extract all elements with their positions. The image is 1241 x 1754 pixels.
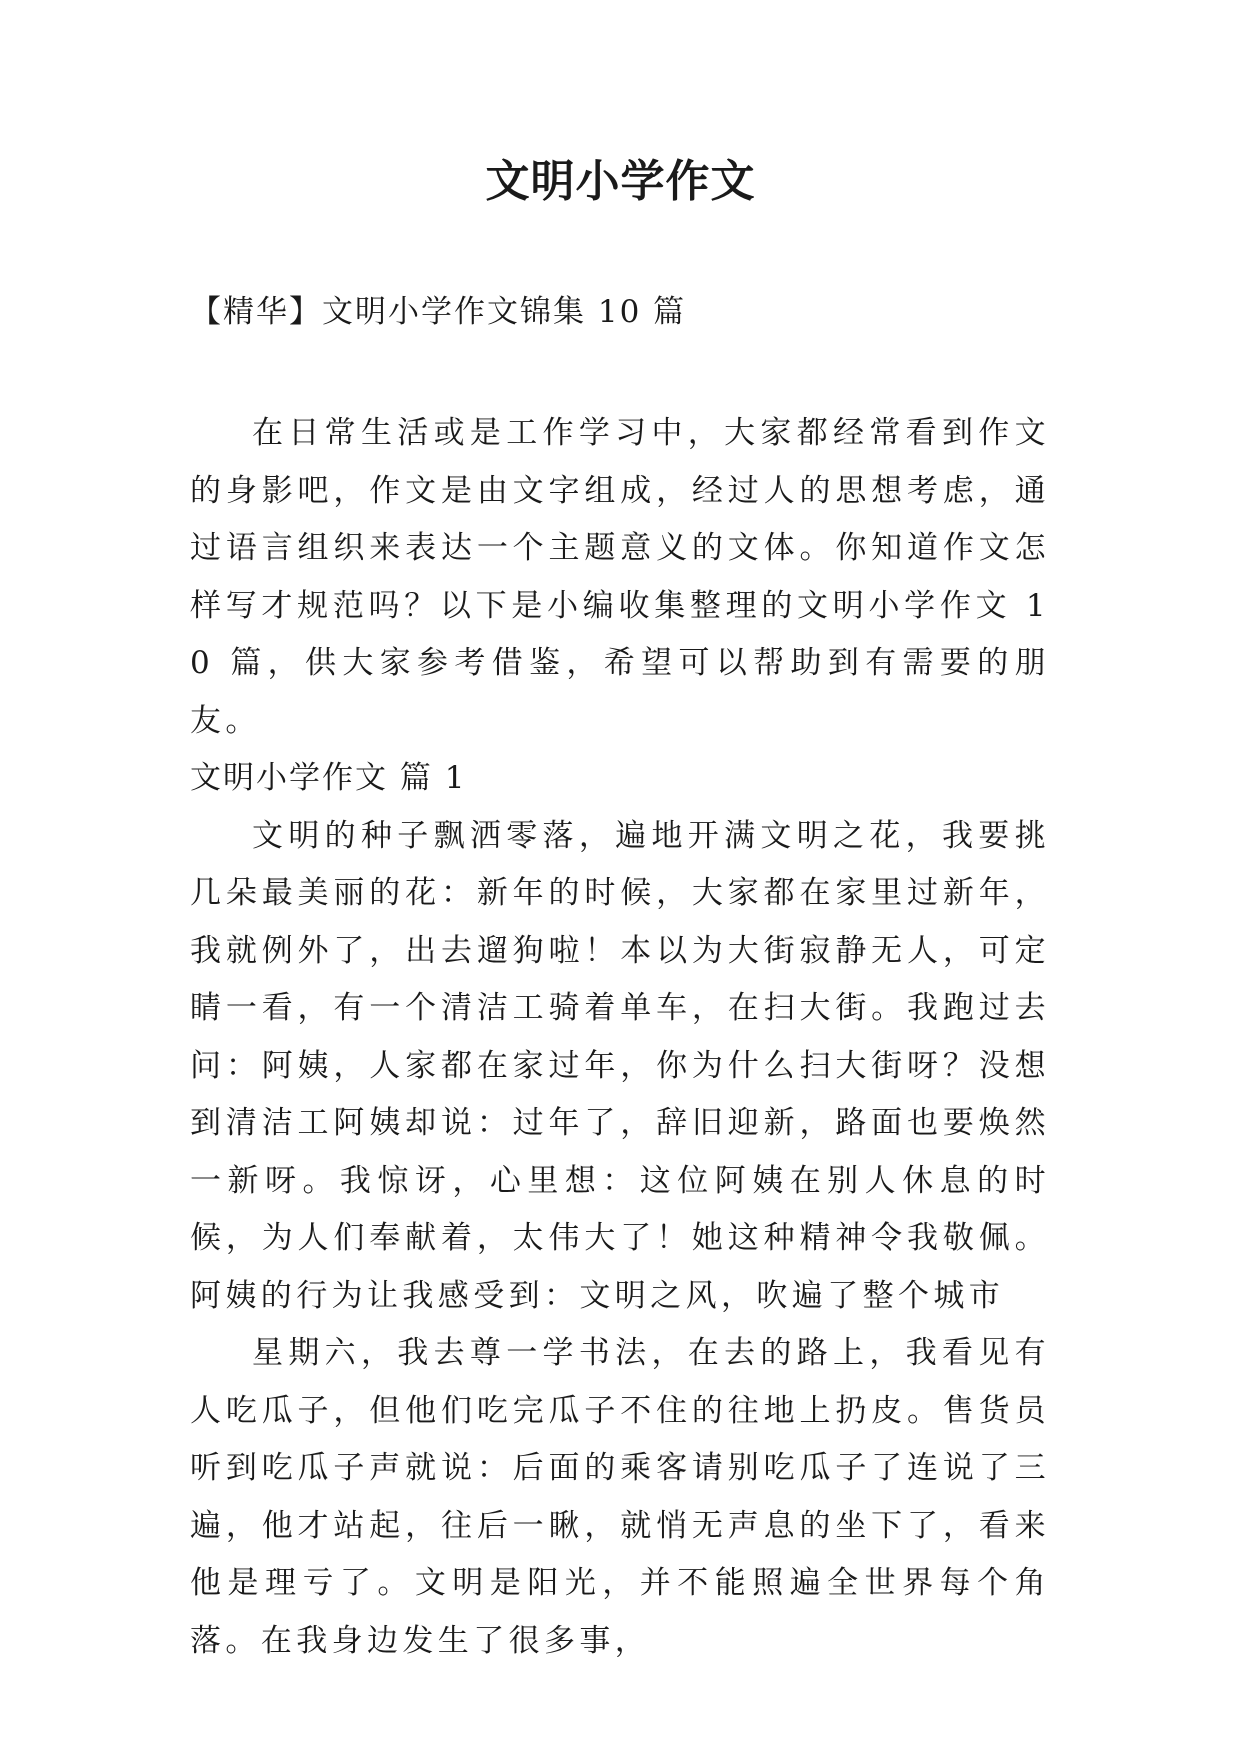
intro-paragraph: 在日常生活或是工作学习中，大家都经常看到作文的身影吧，作文是由文字组成，经过人的思想考虑，通过语言组织来表达一个主题意义的文体。你知道作文怎样写才规范吗？以下是小编收集整理的文明小学作文 10 篇，供大家参考借鉴，希望可以帮助到有需要的朋友。 [190,415,1050,739]
document-title: 文明小学作文 [485,156,756,207]
body-paragraph: 文明的种子飘洒零落，遍地开满文明之花，我要挑几朵最美丽的花：新年的时候，大家都在家里过新年，我就例外了，出去遛狗啦！本以为大街寂静无人，可定睛一看，有一个清洁工骑着单车，在扫大街。我跑过去问：阿姨，人家都在家过年，你为什么扫大街呀？没想到清洁工阿姨却说：过年了，辞旧迎新，路面也要焕然一新呀。我惊讶，心里想：这位阿姨在别人休息的时候，为人们奉献着，太伟大了！她这种精神令我敬佩。阿姨的行为让我感受到：文明之风，吹遍了整个城市 [190,817,1050,1314]
body-paragraph: 星期六，我去尊一学书法，在去的路上，我看见有人吃瓜子，但他们吃完瓜子不住的往地上扔皮。售货员听到吃瓜子声就说：后面的乘客请别吃瓜子了连说了三遍，他才站起，往后一瞅，就悄无声息的坐下了，看来他是理亏了。文明是阳光，并不能照遍全世界每个角落。在我身边发生了很多事， [190,1335,1050,1659]
document-body [190,405,1050,1670]
section-heading: 文明小学作文 篇 1 [190,760,467,796]
document-subtitle: 【精华】文明小学作文锦集 10 篇 [190,294,687,330]
